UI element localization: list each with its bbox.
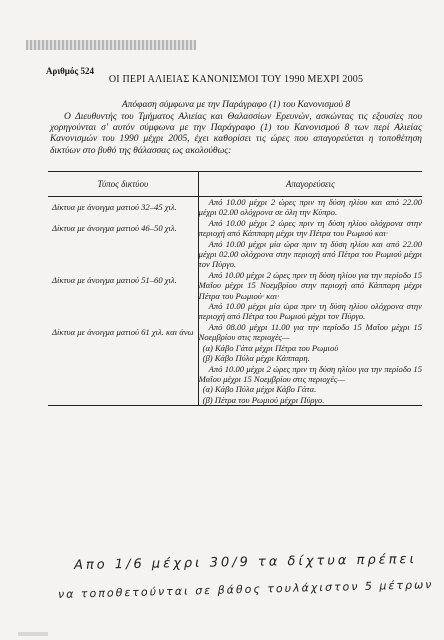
restrictions-cell [198,218,422,270]
restriction-paragraph: Από 10.00 μέχρι μία ώρα πριν τη δύση ηλίου ολόχρονα στην περιοχή από Πέτρα του Ρωμιού μέχρι τον Πύργο. [198,301,422,322]
restriction-paragraph: Από 08.00 μέχρι 11.00 για την περίοδο 15 Μαΐου μέχρι 15 Νοεμβρίου στις περιοχές— [198,321,422,343]
net-type-cell: Δίκτυα με άνοιγμα ματιού 61 χιλ. και άνω [48,322,198,406]
net-type-cell: Δίκτυα με άνοιγμα ματιού 46–50 χιλ. [48,218,198,270]
restriction-paragraph: Από 10.00 μέχρι 2 ώρες πριν τη δύση ηλίου ολόχρονα στην περιοχή από Κάππαρη μέχρι την Πέτρα του Ρωμιού και· [198,217,422,239]
restriction-subitem: (β) Πέτρα του Ρωμιού μέχρι Πύργο. [202,394,325,405]
header-restrictions: Απαγορεύσεις [198,172,422,197]
restriction-paragraph: Από 10.00 μέχρι 2 ώρες πριν τη δύση ηλίου για την περίοδο 15 Μαΐου μέχρι 15 Νοεμβρίου στις περιοχές— [198,363,422,384]
net-type-cell: Δίκτυα με άνοιγμα ματιού 51–60 χιλ. [48,270,198,322]
intro-paragraph: Ο Διευθυντής του Τμήματος Αλιείας και Θαλασσίων Ερευνών, ασκώντας τις εξουσίες που χορηγούνται σ' αυτόν σύμφωνα με την Παράγραφο (1) του Κανονισμού 8 των περί Αλιείας Κανονισμών του 1990 μέχρι 2005, έχει καθορίσει τις ώρες που απαγορεύεται η τοποθέτηση δικτύων στο βυθό της θάλασσας ως ακολούθως: [50,112,422,156]
document-number: Αριθμός 524 [46,66,94,76]
header-net-type: Τύπος δικτύου [48,172,198,197]
table-row [48,270,422,322]
nets-restrictions-table [48,171,422,406]
restriction-paragraph: Από 10.00 μέχρι 2 ώρες πριν τη δύση ηλίου και από 22.00 μέχρι 02.00 ολόχρονα σε όλη την Κύπρο. [198,197,422,218]
restriction-subitem: (β) Κάβο Πύλα μέχρι Κάππαρη. [202,353,310,364]
scan-artifact-bar [26,40,196,50]
table-row [48,322,422,406]
handwritten-note-line-1: Απο 1/6 μέχρι 30/9 τα δίχτυα πρέπει [73,552,418,573]
restriction-paragraph: Από 10.00 μέχρι μία ώρα πριν τη δύση ηλίου και από 22.00 μέχρι 02.00 ολόχρονα στην περιοχή από Πέτρα του Ρωμιού μέχρι τον Πύργο. [198,238,422,270]
net-type-cell: Δίκτυα με άνοιγμα ματιού 32–45 χιλ. [48,197,198,218]
restriction-subitem: (α) Κάβο Γάτα μέχρι Πέτρα του Ρωμιού [202,342,339,353]
scan-smudge [18,632,48,636]
table-row [48,218,422,270]
document-title: ΟΙ ΠΕΡΙ ΑΛΙΕΙΑΣ ΚΑΝΟΝΙΣΜΟΙ ΤΟΥ 1990 ΜΕΧΡΙ 2005 [108,74,364,85]
handwritten-note-line-2: να τοποθετούνται σε βάθος τουλάχιστον 5 μέτρων [57,578,434,601]
document-subtitle: Απόφαση σύμφωνα με την Παράγραφο (1) του Κανονισμού 8 [121,100,351,110]
restrictions-cell [198,270,422,322]
table-row [48,197,422,218]
restrictions-cell [198,322,422,406]
table-header-row [48,172,422,197]
restriction-paragraph: Από 10.00 μέχρι 2 ώρες πριν τη δύση ηλίου για την περίοδο 15 Μαΐου μέχρι 15 Νοεμβρίου στην περιοχή από Κάππαρη μέχρι Πέτρα του Ρωμιού· και· [198,269,422,301]
restriction-subitem: (α) Κάβο Πύλα μέχρι Κάβο Γάτα. [202,384,317,395]
restrictions-cell [198,197,422,218]
